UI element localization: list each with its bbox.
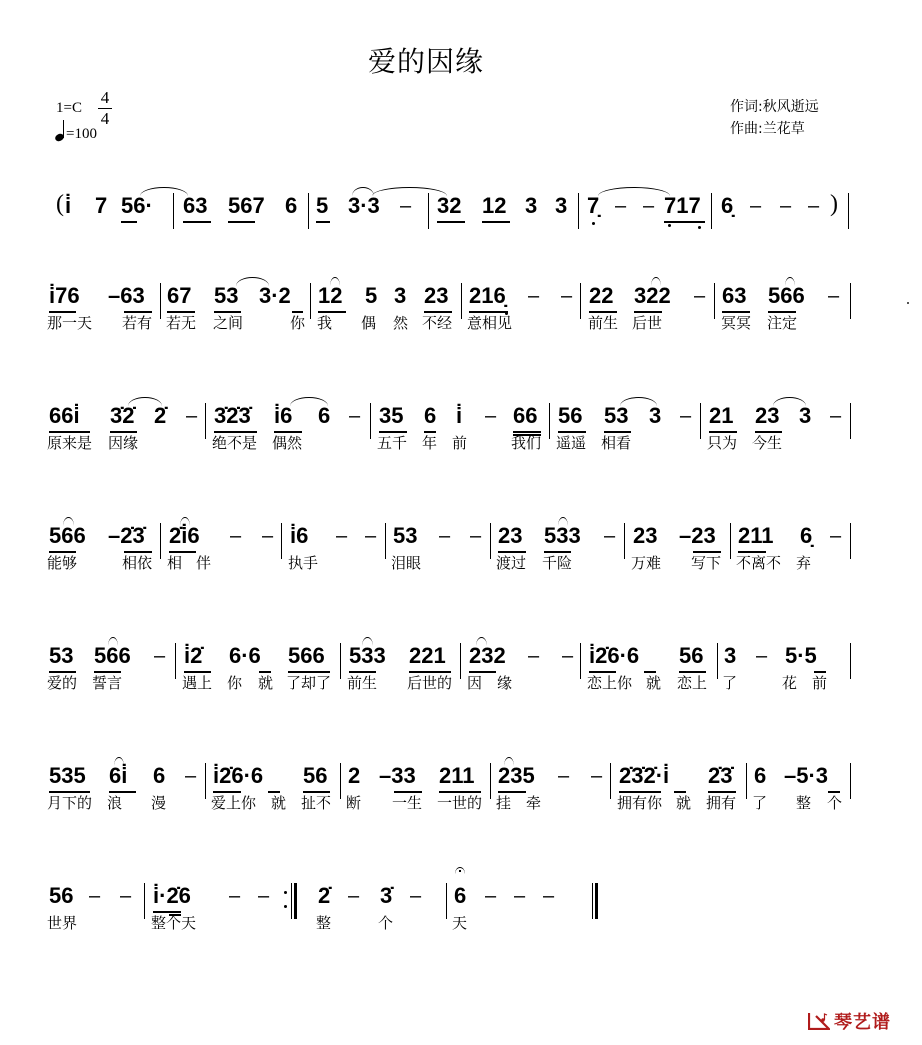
sustain-dash: – [604, 525, 616, 547]
lyric-text: 就 [676, 794, 692, 812]
sustain-dash: – [750, 195, 762, 217]
barline [730, 523, 731, 559]
note-group: 566 [49, 523, 86, 548]
barline [144, 883, 145, 919]
note-group: –33 [379, 763, 416, 788]
score-row [0, 403, 922, 483]
sustain-dash: – [830, 525, 842, 547]
lyric-text: 拥有 [706, 794, 737, 812]
lyric-text: 拥有你 [617, 794, 663, 812]
lyric-text: 整 [796, 794, 812, 812]
barline [175, 643, 176, 679]
lyric-text: 我们 [511, 434, 542, 452]
lyric-text: 恋上你 [587, 674, 633, 692]
lyric-text: 偶 [361, 314, 377, 332]
lyric-text: 只为 [707, 434, 738, 452]
sustain-dash: – [528, 645, 540, 667]
note-group: 53 [393, 523, 418, 548]
lyric-text: 前 [812, 674, 828, 692]
note-group: i̇2̇ [184, 643, 203, 668]
piano-logo-icon [808, 1012, 830, 1030]
slur-arc [180, 517, 190, 526]
lyric-text: 注定 [767, 314, 798, 332]
sustain-dash: – [828, 285, 840, 307]
note-group: 6 [285, 193, 298, 218]
note-group: i̇·2̇6 [153, 883, 191, 908]
lyric-text: 整 [316, 914, 332, 932]
note-group: 56 [303, 763, 328, 788]
note-group: 3̇2̇ [110, 403, 135, 428]
sustain-dash: – [258, 885, 270, 907]
sustain-dash: – [186, 405, 198, 427]
lyric-text: 扯不 [301, 794, 332, 812]
fermata-icon [455, 867, 465, 874]
note-group: 3 [555, 193, 568, 218]
final-barline [592, 883, 597, 919]
note-group: 2̇ [154, 403, 167, 428]
lyric-text: 爱上你 [211, 794, 257, 812]
lyric-text: 弃 [796, 554, 812, 572]
note-group: 3 [525, 193, 538, 218]
note-group: 6 [454, 883, 467, 908]
lyric-text: 前 [452, 434, 468, 452]
score-row [0, 643, 922, 723]
note-group: 3·2 [259, 283, 291, 308]
beam-underline [228, 221, 255, 223]
slur-arc [504, 757, 514, 766]
barline [746, 763, 747, 799]
note-group: 567 [228, 193, 265, 218]
note-group: 53 [604, 403, 629, 428]
note-group: 3 [394, 283, 407, 308]
slur-arc [140, 187, 188, 196]
note-group: 56 [558, 403, 583, 428]
note-group: 3·3 [348, 193, 380, 218]
note-group: 566 [94, 643, 131, 668]
time-signature-top: 4 [100, 88, 110, 107]
note-group: 66i̇ [49, 403, 80, 428]
note-group: 2̇3̇ [708, 763, 733, 788]
slur-arc [290, 397, 328, 406]
barline [205, 403, 206, 439]
beam-underline [183, 221, 211, 223]
parenthesis: ( [56, 191, 64, 217]
lyric-text: 后世 [632, 314, 663, 332]
barline [308, 193, 309, 229]
barline [714, 283, 715, 319]
note-group: 23 [755, 403, 780, 428]
note-group: 56 [49, 883, 74, 908]
note-group: –2̇3̇ [108, 523, 145, 548]
slur-arc [352, 187, 374, 196]
score-row [0, 883, 922, 963]
lyric-text: 了 [752, 794, 768, 812]
beam-underline [437, 221, 465, 223]
note-group: 216̣ [469, 283, 506, 308]
slur-arc [598, 187, 670, 196]
note-group: i̇76 [49, 283, 80, 308]
lyric-text: 浪 [107, 794, 123, 812]
lyric-text: 缘 [497, 674, 513, 692]
slur-arc [362, 637, 373, 646]
sustain-dash: – [561, 285, 573, 307]
note-group: i̇ [65, 193, 72, 218]
barline [205, 763, 206, 799]
note-group: 12 [482, 193, 507, 218]
lyric-text: 千险 [542, 554, 573, 572]
low-octave-dot [668, 224, 671, 227]
lyric-text: 不经 [422, 314, 453, 332]
barline [281, 523, 282, 559]
note-group: 6̣ [721, 193, 734, 218]
lyric-text: 原来是 [47, 434, 93, 452]
note-group: 211 [738, 523, 774, 548]
lyric-text: 年 [422, 434, 438, 452]
repeat-barline [291, 883, 296, 919]
note-group: 6̣ [800, 523, 813, 548]
note-group: 566 [288, 643, 325, 668]
slur-arc [330, 277, 340, 286]
sustain-dash: – [349, 405, 361, 427]
sustain-dash: – [528, 285, 540, 307]
sustain-dash: – [558, 765, 570, 787]
note-group: 6 [153, 763, 166, 788]
lyric-text: 今生 [752, 434, 783, 452]
sustain-dash: – [365, 525, 377, 547]
slur-arc [476, 637, 487, 646]
note-group: i̇6 [274, 403, 293, 428]
score-title: 爱的因缘 [367, 45, 484, 78]
barline [490, 763, 491, 799]
sustain-dash: – [808, 195, 820, 217]
low-octave-dot [698, 226, 701, 229]
lyric-text: 万难 [631, 554, 662, 572]
score-row [0, 193, 922, 273]
sustain-dash: – [780, 195, 792, 217]
sustain-dash: – [230, 525, 242, 547]
lyric-text: 偶然 [272, 434, 303, 452]
sustain-dash: – [229, 885, 241, 907]
note-group: i̇2̇6·6 [589, 643, 640, 668]
lyric-text: 若无 [166, 314, 197, 332]
slur-arc [108, 637, 118, 646]
barline [173, 193, 174, 229]
lyric-text: 牵 [526, 794, 542, 812]
note-group: 56· [121, 193, 153, 218]
lyric-text: 因缘 [108, 434, 139, 452]
lyric-text: 五千 [377, 434, 408, 452]
note-group: 3 [799, 403, 812, 428]
quarter-note-icon [54, 120, 66, 142]
note-group: 2 [348, 763, 361, 788]
note-group: 22 [589, 283, 614, 308]
composer-credit: 作曲:兰花草 [730, 121, 805, 137]
lyric-text: 个 [827, 794, 843, 812]
lyric-text: 绝不是 [212, 434, 258, 452]
lyric-text: 个 [378, 914, 394, 932]
tempo-value: =100 [66, 126, 97, 142]
beam-underline [316, 221, 330, 223]
lyric-text: 然 [393, 314, 409, 332]
note-group: 12 [318, 283, 343, 308]
barline [310, 283, 311, 319]
lyric-text: 冥冥 [721, 314, 752, 332]
sustain-dash: – [120, 885, 132, 907]
sustain-dash: – [680, 405, 692, 427]
lyric-text: 你 [290, 314, 306, 332]
note-group: 566 [768, 283, 805, 308]
note-group: 5 [316, 193, 329, 218]
note-group: 2̇ [318, 883, 331, 908]
lyric-text: 漫 [151, 794, 167, 812]
lyric-text: 意相见 [467, 314, 513, 332]
beam-underline [674, 221, 705, 223]
lyric-text: 因 [467, 674, 483, 692]
sustain-dash: – [262, 525, 274, 547]
note-group: 23 [633, 523, 658, 548]
lyric-text: 不离不 [736, 554, 782, 572]
note-group: 32 [437, 193, 462, 218]
lyric-text: 誓言 [92, 674, 123, 692]
note-group: i̇ [456, 403, 463, 428]
score-row [0, 283, 922, 363]
lyric-text: 我 [317, 314, 333, 332]
sustain-dash: – [185, 765, 197, 787]
barline [460, 643, 461, 679]
lyric-text: 就 [271, 794, 287, 812]
note-group: 6i̇ [109, 763, 128, 788]
barline [717, 643, 718, 679]
sustain-dash: – [562, 645, 574, 667]
note-group: 67 [167, 283, 192, 308]
slur-arc [558, 517, 568, 526]
lyric-text: 就 [258, 674, 274, 692]
note-group: 3 [649, 403, 662, 428]
barline [850, 643, 851, 679]
beam-underline [482, 221, 510, 223]
slur-arc [114, 757, 124, 766]
note-group: 535 [49, 763, 86, 788]
lyric-text: 世界 [47, 914, 78, 932]
slur-arc [651, 277, 661, 286]
lyric-text: 了却了 [286, 674, 332, 692]
credits [730, 96, 819, 140]
lyric-text: 前生 [347, 674, 378, 692]
barline [848, 193, 849, 229]
barline [700, 403, 701, 439]
lyric-text: 一世的 [437, 794, 483, 812]
lyric-text: 花 [782, 674, 798, 692]
lyric-text: 挂 [496, 794, 512, 812]
lyric-text: 那一天 [47, 314, 93, 332]
barline [610, 763, 611, 799]
note-group: 232 [469, 643, 506, 668]
lyric-text: 你 [227, 674, 243, 692]
note-group: 7̣ [587, 193, 600, 218]
sustain-dash: – [439, 525, 451, 547]
sustain-dash: – [485, 885, 497, 907]
lyric-text: 爱的 [47, 674, 78, 692]
sustain-dash: – [615, 195, 627, 217]
note-group: 66 [513, 403, 538, 428]
lyric-text: 相依 [122, 554, 153, 572]
sustain-dash: – [89, 885, 101, 907]
barline [624, 523, 625, 559]
lyric-text: 写下 [691, 554, 722, 572]
lyric-text: 遥遥 [556, 434, 587, 452]
note-group: 3̇ [380, 883, 393, 908]
barline [160, 283, 161, 319]
note-group: 7 [95, 193, 108, 218]
sustain-dash: – [830, 405, 842, 427]
note-group: 6 [424, 403, 437, 428]
sustain-dash: – [485, 405, 497, 427]
note-group: 6 [754, 763, 767, 788]
note-group: 63 [183, 193, 208, 218]
barline [340, 763, 341, 799]
note-group: 533 [349, 643, 386, 668]
lyricist-credit: 作词:秋风逝远 [730, 99, 819, 115]
sustain-dash: – [470, 525, 482, 547]
barline [340, 643, 341, 679]
beam-underline [121, 221, 137, 223]
note-group: 21 [709, 403, 734, 428]
barline [370, 403, 371, 439]
barline [385, 523, 386, 559]
lyric-text: 若有 [122, 314, 153, 332]
lyric-text: 遇上 [182, 674, 213, 692]
note-group: 322 [634, 283, 671, 308]
note-group: 5·5 [785, 643, 817, 668]
lyric-text: 就 [646, 674, 662, 692]
barline [580, 283, 581, 319]
note-group: 5 [365, 283, 378, 308]
note-group: 56 [679, 643, 704, 668]
lyric-text: 渡过 [496, 554, 527, 572]
slur-arc [236, 277, 269, 286]
note-group: 3 [724, 643, 737, 668]
sustain-dash: – [410, 885, 422, 907]
lyric-text: 了 [722, 674, 738, 692]
stray-mark [907, 302, 909, 304]
note-group: 2̇3̇2̇·i̇ [619, 763, 670, 788]
lyric-text: 个天 [166, 914, 197, 932]
note-group: 533 [544, 523, 581, 548]
barline [850, 523, 851, 559]
barline [578, 193, 579, 229]
note-group: 63 [722, 283, 747, 308]
lyric-text: 后世的 [407, 674, 453, 692]
lyric-text: 恋上 [677, 674, 708, 692]
note-group: 3̇2̇3̇ [214, 403, 251, 428]
watermark-text: 琴艺谱 [834, 1012, 891, 1033]
slur-arc [128, 397, 162, 406]
lyric-text: 前生 [588, 314, 619, 332]
sustain-dash: – [643, 195, 655, 217]
note-group: 717 [664, 193, 701, 218]
score-row [0, 523, 922, 603]
parenthesis: ) [830, 191, 838, 217]
note-group: –63 [108, 283, 145, 308]
barline [850, 403, 851, 439]
barline [850, 283, 851, 319]
note-group: 221 [409, 643, 446, 668]
lyric-text: 整 [151, 914, 167, 932]
lyric-text: 相看 [601, 434, 632, 452]
note-group: i̇2̇6·6 [213, 763, 264, 788]
note-group: 23 [424, 283, 449, 308]
sustain-dash: – [514, 885, 526, 907]
lyric-text: 泪眼 [391, 554, 422, 572]
lyric-text: 之间 [213, 314, 244, 332]
sustain-dash: – [694, 285, 706, 307]
lyric-text: 伴 [196, 554, 212, 572]
sustain-dash: – [336, 525, 348, 547]
sustain-dash: – [348, 885, 360, 907]
tempo-marking [54, 120, 97, 143]
slur-arc [372, 187, 447, 196]
lyric-text: 月下的 [47, 794, 93, 812]
note-group: –23 [679, 523, 716, 548]
note-group: 35 [379, 403, 404, 428]
slur-arc [785, 277, 795, 286]
sustain-dash: – [154, 645, 166, 667]
slur-arc [63, 517, 74, 526]
barline [580, 643, 581, 679]
time-signature [96, 88, 114, 129]
note-group: 6 [318, 403, 331, 428]
note-group: 53 [214, 283, 239, 308]
key-signature: 1=C [56, 100, 82, 116]
barline [549, 403, 550, 439]
sustain-dash: – [543, 885, 555, 907]
barline [160, 523, 161, 559]
barline [461, 283, 462, 319]
note-group: 53 [49, 643, 74, 668]
slur-arc [620, 397, 657, 406]
lyric-text: 天 [452, 914, 468, 932]
score-row [0, 763, 922, 843]
lyric-text: 断 [346, 794, 362, 812]
note-group: i̇6 [290, 523, 309, 548]
barline [428, 193, 429, 229]
lyric-text: 能够 [47, 554, 78, 572]
lyric-text: 一生 [392, 794, 423, 812]
note-group: –5·3 [784, 763, 829, 788]
barline [446, 883, 447, 919]
note-group: 2̇i̇6 [169, 523, 200, 548]
watermark-logo [808, 1008, 891, 1034]
sustain-dash: – [591, 765, 603, 787]
slur-arc [773, 397, 806, 406]
barline [711, 193, 712, 229]
time-signature-bottom: 4 [100, 109, 110, 128]
sustain-dash: – [756, 645, 768, 667]
lyric-text: 执手 [288, 554, 319, 572]
note-group: 6·6 [229, 643, 261, 668]
sustain-dash: – [400, 195, 412, 217]
note-group: 235 [498, 763, 535, 788]
lyric-text: 相 [167, 554, 183, 572]
note-group: 211 [439, 763, 475, 788]
barline [850, 763, 851, 799]
low-octave-dot [592, 222, 595, 225]
note-group: 23 [498, 523, 523, 548]
barline [490, 523, 491, 559]
